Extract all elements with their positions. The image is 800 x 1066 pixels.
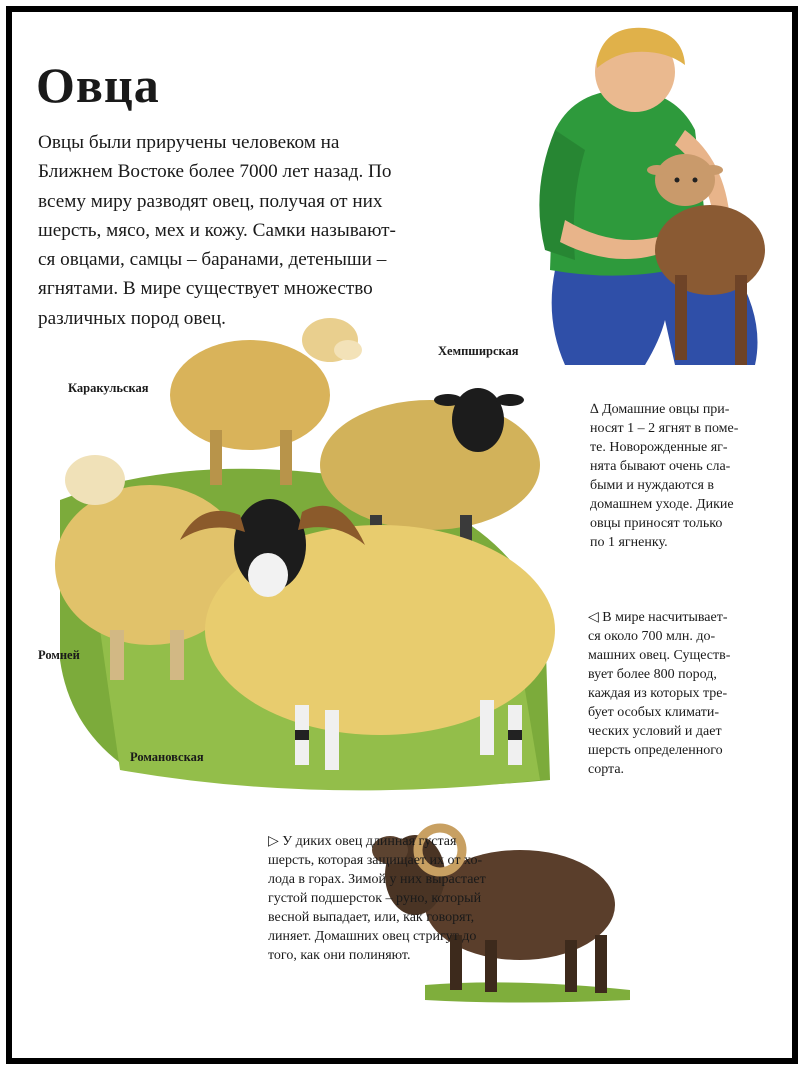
caption-line: бует особых климати- bbox=[588, 705, 719, 720]
intro-line: различных пород овец. bbox=[38, 307, 226, 329]
intro-line: всему миру разводят овец, получая от них bbox=[38, 190, 383, 212]
caption-line: вует более 800 пород, bbox=[588, 667, 717, 682]
caption-line: нята бывают очень сла- bbox=[590, 459, 731, 474]
caption-line: те. Новорожденные яг- bbox=[590, 440, 728, 455]
caption-line: ся около 700 млн. до- bbox=[588, 629, 716, 644]
caption-line: домашнем уходе. Дикие bbox=[590, 497, 734, 512]
intro-line: Ближнем Востоке более 7000 лет назад. По bbox=[38, 161, 392, 183]
caption-line: весной выпадает, или, как говорят, bbox=[268, 910, 475, 925]
caption-line: шерсть определенного bbox=[588, 743, 723, 758]
caption-line: каждая из которых тре- bbox=[588, 686, 728, 701]
breed-label-hampshire: Хемпширская bbox=[438, 344, 519, 358]
caption-line: ▷ У диких овец длинная густая bbox=[268, 834, 457, 849]
caption-line: шерсть, которая защищает их от хо- bbox=[268, 853, 483, 868]
breed-label-romney: Ромней bbox=[38, 648, 80, 662]
caption-line: ческих условий и дает bbox=[588, 724, 722, 739]
caption-line: по 1 ягненку. bbox=[590, 535, 668, 550]
breed-label-romanov: Романовская bbox=[130, 750, 204, 764]
domestic-sheep-illustration bbox=[40, 300, 560, 810]
caption-line: носят 1 – 2 ягнят в поме- bbox=[590, 421, 739, 436]
caption-sheep-count bbox=[588, 608, 730, 779]
caption-line: того, как они полиняют. bbox=[268, 948, 411, 963]
breed-label-karakul: Каракульская bbox=[68, 381, 149, 395]
intro-line: ягнятами. В мире существует множество bbox=[38, 278, 373, 300]
caption-line: быми и нуждаются в bbox=[590, 478, 715, 493]
intro-line: шерсть, мясо, мех и кожу. Самки называют- bbox=[38, 219, 396, 241]
caption-line: овцы приносят только bbox=[590, 516, 723, 531]
caption-lambs bbox=[590, 400, 738, 552]
caption-line: густой подшерсток – руно, который bbox=[268, 891, 482, 906]
page-title: Овца bbox=[36, 57, 160, 113]
caption-line: сорта. bbox=[588, 762, 625, 777]
caption-line: линяет. Домашних овец стригут до bbox=[268, 929, 477, 944]
caption-wild-sheep bbox=[268, 832, 486, 965]
caption-line: ∆ Домашние овцы при- bbox=[590, 402, 730, 417]
caption-line: машних овец. Существ- bbox=[588, 648, 731, 663]
boy-with-lamb-illustration bbox=[525, 20, 785, 380]
caption-line: лода в горах. Зимой у них вырастает bbox=[268, 872, 486, 887]
caption-line: ◁ В мире насчитывает- bbox=[588, 610, 728, 625]
intro-line: ся овцами, самцы – баранами, детеныши – bbox=[38, 249, 387, 271]
intro-line: Овцы были приручены человеком на bbox=[38, 132, 340, 153]
